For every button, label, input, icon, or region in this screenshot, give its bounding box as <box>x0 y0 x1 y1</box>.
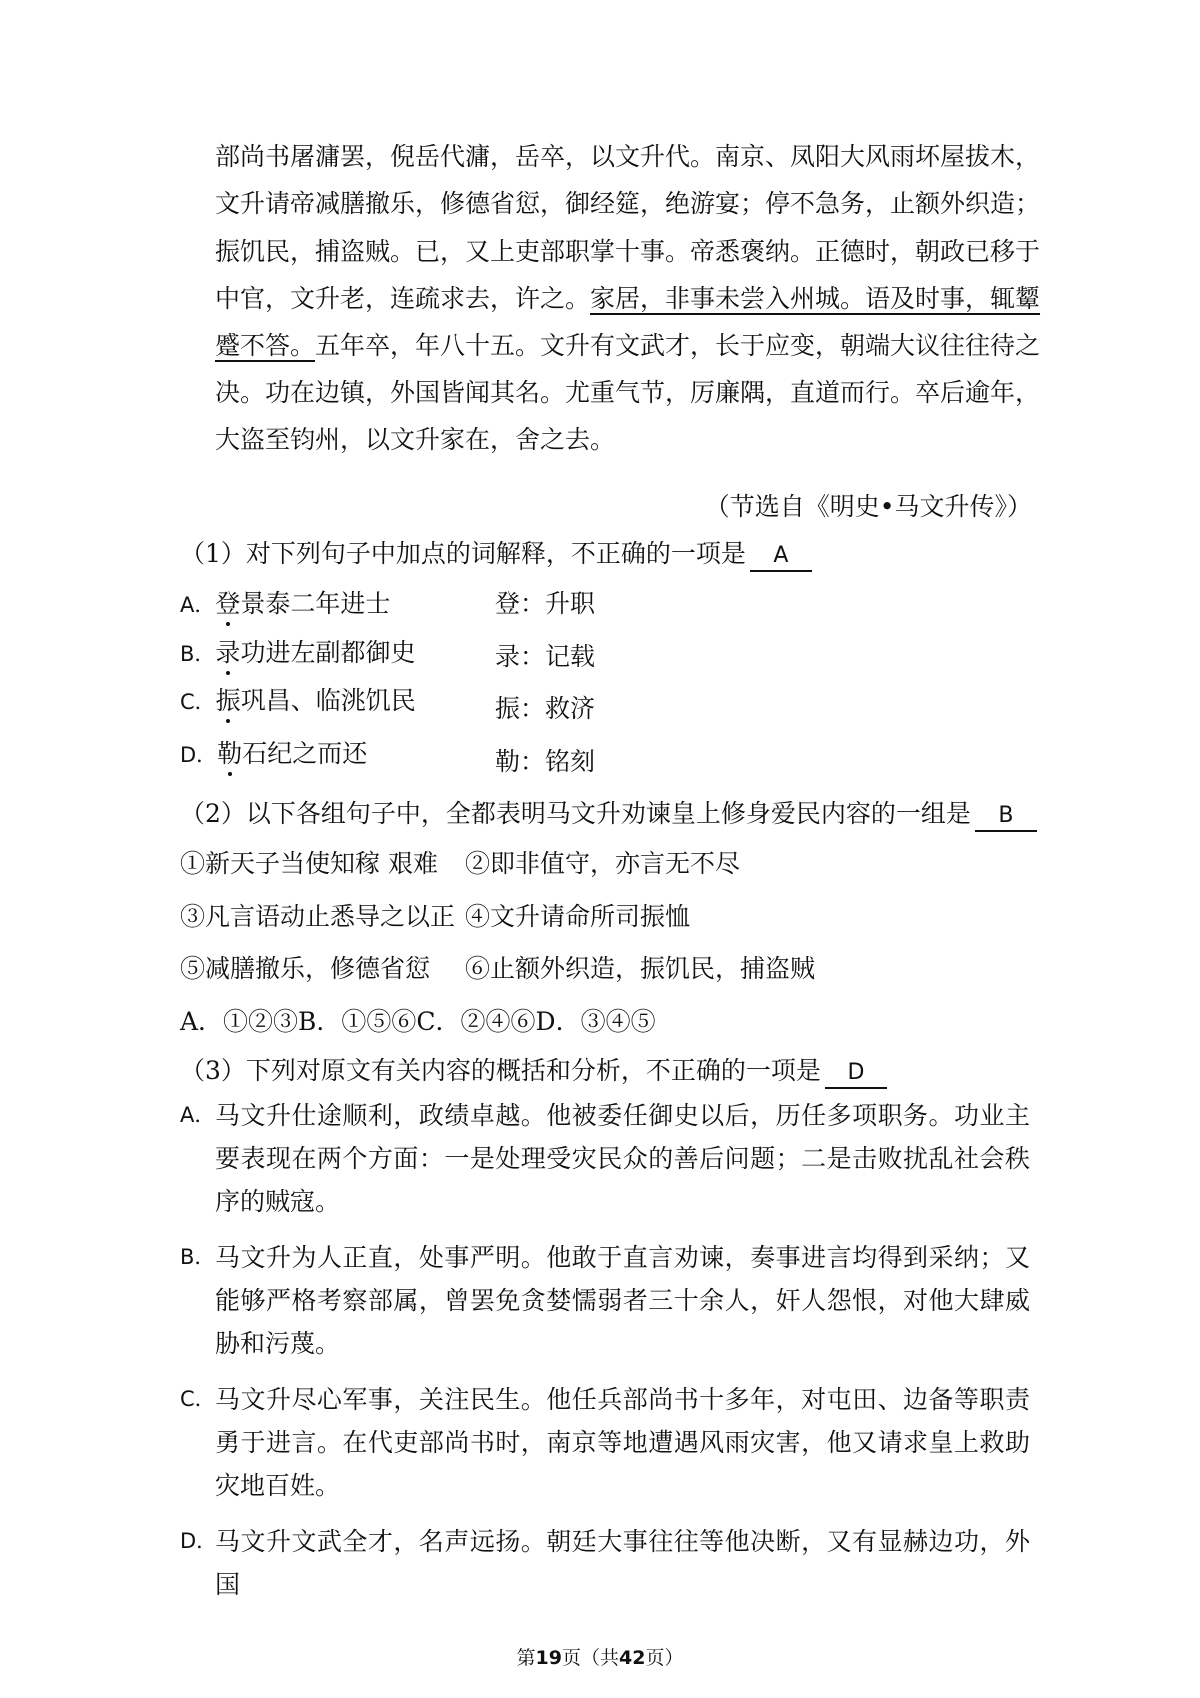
total-page-count: 42 <box>619 1647 646 1669</box>
current-page-number: 19 <box>535 1647 562 1669</box>
q2-choices: A．①②③B．①⑤⑥C．②④⑥D．③④⑤ <box>180 1007 656 1036</box>
q1-option-b-rest: 功进左副都御史 <box>240 638 416 667</box>
question-3-stem <box>180 1054 887 1089</box>
footer-prefix: 第 <box>516 1647 536 1669</box>
page-footer <box>0 1645 1200 1671</box>
q1-option-d-dotted-word: 勒 <box>217 739 243 768</box>
q1-option-b-label: B． <box>180 642 216 666</box>
passage-line-4 <box>215 282 1041 316</box>
q2-item-1: ①新天子当使知稼 艰难 <box>180 849 438 878</box>
q1-option-b-gloss: 录：记载 <box>495 642 596 671</box>
q1-option-c-rest: 巩昌、临洮饥民 <box>240 686 416 715</box>
q1-option-d-rest: 石纪之而还 <box>242 739 368 768</box>
q1-option-d <box>180 737 367 772</box>
q1-option-d-gloss: 勒：铭刻 <box>495 747 596 776</box>
q2-item-5: ⑤减膳撤乐，修德省愆 <box>180 954 431 983</box>
underlined-sentence-part-2: 蹙不答。 <box>215 331 316 360</box>
underlined-sentence-part-1: 家居，非事未尝入州城。语及时事，辄颦 <box>590 284 1041 313</box>
question-3-text: （3）下列对原文有关内容的概括和分析，不正确的一项是 <box>180 1056 821 1085</box>
question-2-text: （2）以下各组句子中，全都表明马文升劝谏皇上修身爱民内容的一组是 <box>180 799 971 828</box>
q3-option-d <box>180 1520 1030 1606</box>
q3-option-c <box>180 1378 1030 1507</box>
q1-option-c-label: C． <box>180 690 216 714</box>
q3-option-b-label: B． <box>180 1245 216 1269</box>
q1-option-a-dotted-word: 登 <box>215 589 241 618</box>
question-1-answer: A <box>750 542 812 572</box>
passage-line-7: 大盗至钧州，以文升家在，舍之去。 <box>215 425 616 454</box>
passage-line-5 <box>215 329 1041 363</box>
q3-option-b <box>180 1236 1030 1365</box>
q1-option-c <box>180 684 416 719</box>
q3-option-d-label: D． <box>180 1529 218 1553</box>
question-2-stem <box>180 797 1037 832</box>
q3-option-d-text: 马文升文武全才，名声远扬。朝廷大事往往等他决断，又有显赫边功，外国 <box>215 1527 1030 1599</box>
question-2-answer: B <box>975 802 1037 832</box>
q3-option-c-label: C． <box>180 1387 216 1411</box>
question-1-stem <box>180 537 812 572</box>
q3-option-c-text: 马文升尽心军事，关注民生。他任兵部尚书十多年，对屯田、边备等职责勇于进言。在代吏部尚书时，南京等地遭遇风雨灾害，他又请求皇上救助灾地百姓。 <box>215 1385 1030 1500</box>
passage-line-3: 振饥民，捕盗贼。已，又上吏部职掌十事。帝悉褒纳。正德时，朝政已移于 <box>215 237 1041 266</box>
passage-line-2: 文升请帝减膳撤乐，修德省愆，御经筵，绝游宴；停不急务，止额外织造； <box>215 189 1041 218</box>
q3-option-a <box>180 1094 1030 1223</box>
q1-option-a-gloss: 登：升职 <box>495 589 596 618</box>
q2-item-2: ②即非值守，亦言无不尽 <box>465 849 741 878</box>
question-1-text: （1）对下列句子中加点的词解释，不正确的一项是 <box>180 539 746 568</box>
q1-option-c-dotted-word: 振 <box>215 686 241 715</box>
footer-suffix: 页） <box>645 1647 684 1669</box>
q1-option-a <box>180 587 390 622</box>
q1-option-c-gloss: 振：救济 <box>495 694 596 723</box>
q1-option-b-dotted-word: 录 <box>215 638 241 667</box>
footer-middle: 页（共 <box>561 1647 619 1669</box>
q1-option-d-label: D． <box>180 743 218 767</box>
passage-line-6: 决。功在边镇，外国皆闻其名。尤重气节，厉廉隅，直道而行。卒后逾年， <box>215 378 1041 407</box>
question-3-answer: D <box>825 1059 887 1089</box>
q3-option-a-label: A． <box>180 1103 216 1127</box>
passage-line-5-plain: 五年卒，年八十五。文升有文武才，长于应变，朝端大议往往待之 <box>315 331 1041 360</box>
q2-item-4: ④文升请命所司振恤 <box>465 902 691 931</box>
q1-option-b <box>180 636 415 671</box>
q1-option-a-label: A． <box>180 593 216 617</box>
passage-line-4-plain: 中官，文升老，连疏求去，许之。 <box>215 284 591 313</box>
q3-option-b-text: 马文升为人正直，处事严明。他敢于直言劝谏，奏事进言均得到采纳；又能够严格考察部属，曾罢免贪婪懦弱者三十余人，奸人怨恨，对他大肆威胁和污蔑。 <box>215 1243 1030 1358</box>
q1-option-a-rest: 景泰二年进士 <box>240 589 391 618</box>
q2-item-3: ③凡言语动止悉导之以正 <box>180 902 456 931</box>
q3-option-a-text: 马文升仕途顺利，政绩卓越。他被委任御史以后，历任多项职务。功业主要表现在两个方面：一是处理受灾民众的善后问题；二是击败扰乱社会秩序的贼寇。 <box>215 1101 1030 1216</box>
q2-item-6: ⑥止额外织造，振饥民，捕盗贼 <box>465 954 816 983</box>
passage-line-1: 部尚书屠滽罢，倪岳代滽，岳卒，以文升代。南京、凤阳大风雨坏屋拔木， <box>215 142 1041 171</box>
passage-source: （节选自《明史•马文升传》） <box>704 492 1032 521</box>
